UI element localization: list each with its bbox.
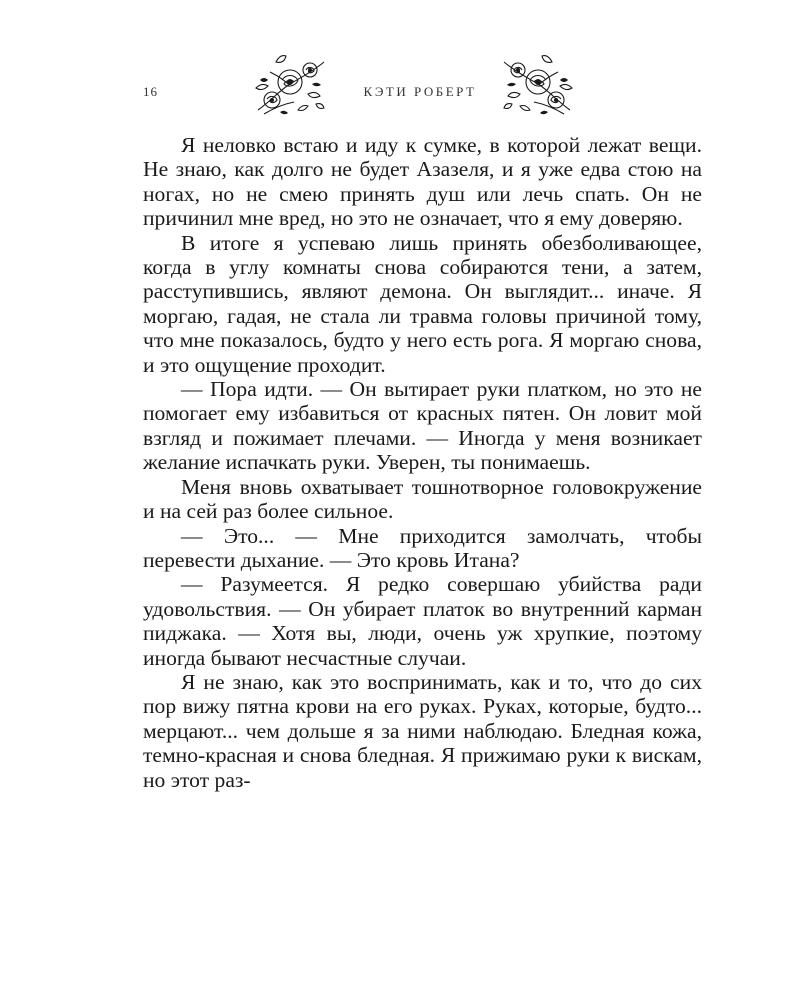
paragraph: Я не знаю, как это воспринимать, как и то, что до сих пор вижу пятна крови на его руках. Руках, которые, будто... мерцают... чем дольше я за ними наблюдаю. Бледная кожа, темно-красная и снова бледная. Я прижимаю руки к вискам, но этот раз- [143, 669, 702, 792]
page-header [0, 48, 800, 128]
chapter-body [143, 133, 702, 792]
paragraph: — Пора идти. — Он вытирает руки платком, но это не помогает ему избавиться от красных пятен. Он ловит мой взгляд и пожимает плечами. — Иногда у меня возникает желание испачкать руки. Уверен, ты понимаешь. [143, 377, 702, 475]
rose-ornament-right-icon [498, 50, 578, 122]
page-number: 16 [143, 84, 158, 99]
paragraph: — Разумеется. Я редко совершаю убийства ради удовольствия. — Он убирает платок во внутренний карман пиджака. — Хотя вы, люди, очень уж хрупкие, поэтому иногда бывают несчастные случаи. [143, 572, 702, 670]
paragraph: Я неловко встаю и иду к сумке, в которой лежат вещи. Не знаю, как долго не будет Азазеля, и я уже едва стою на ногах, но не смею принять душ или лечь спать. Он не причинил мне вред, но это не означает, что я ему доверяю. [143, 133, 702, 231]
paragraph: Меня вновь охватывает тошнотворное головокружение и на сей раз более сильное. [143, 474, 702, 524]
paragraph: — Это... — Мне приходится замолчать, чтобы перевести дыхание. — Это кровь Итана? [143, 523, 702, 572]
running-head-author: КЭТИ РОБЕРТ [363, 84, 477, 99]
paragraph: В итоге я успеваю лишь принять обезболивающее, когда в углу комнаты снова собираются тени, а затем, расступившись, являют демона. Он выглядит... иначе. Я моргаю, гадая, не стала ли травма головы причиной тому, что мне показалось, будто у него есть рога. Я моргаю снова, и это ощущение проходит. [143, 230, 702, 377]
rose-ornament-left-icon [250, 50, 330, 122]
